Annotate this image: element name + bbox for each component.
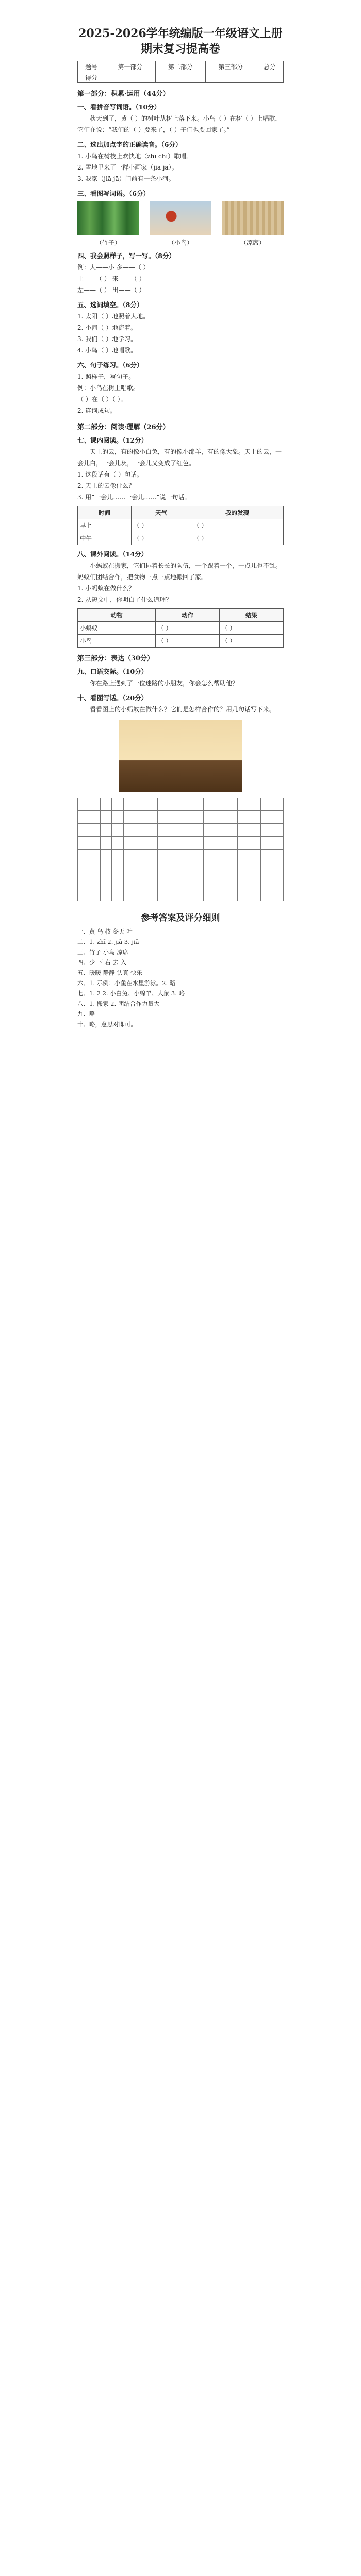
bird-image	[150, 201, 211, 235]
table-row	[78, 532, 284, 545]
writing-grid-cell[interactable]	[169, 798, 180, 811]
writing-grid-cell[interactable]	[101, 850, 112, 862]
writing-grid-cell[interactable]	[112, 824, 123, 837]
writing-grid-cell[interactable]	[238, 837, 249, 850]
writing-grid-cell[interactable]	[89, 888, 101, 901]
score-cell[interactable]	[256, 72, 283, 83]
writing-grid-row	[78, 875, 284, 888]
table-header: 动物	[78, 609, 156, 622]
writing-grid-cell[interactable]	[169, 837, 180, 850]
writing-grid-cell[interactable]	[135, 811, 146, 824]
writing-grid-cell[interactable]	[192, 875, 203, 888]
writing-grid-cell[interactable]	[112, 888, 123, 901]
q9-text: 你在路上遇到了一位迷路的小朋友，你会怎么帮助他？	[90, 680, 239, 687]
table-row	[78, 622, 284, 635]
writing-grid-cell[interactable]	[260, 824, 272, 837]
writing-grid-cell[interactable]	[249, 798, 260, 811]
writing-grid-cell[interactable]	[203, 837, 215, 850]
writing-grid-cell[interactable]	[226, 850, 238, 862]
writing-grid-cell[interactable]	[146, 875, 157, 888]
writing-grid-cell[interactable]	[215, 811, 226, 824]
writing-grid-cell[interactable]	[135, 888, 146, 901]
writing-grid-cell[interactable]	[135, 850, 146, 862]
writing-grid-cell[interactable]	[226, 798, 238, 811]
writing-grid-cell[interactable]	[192, 837, 203, 850]
writing-grid-cell[interactable]	[146, 850, 157, 862]
table-cell: （ ）	[191, 519, 284, 532]
writing-grid-cell[interactable]	[158, 888, 169, 901]
table-header: 结果	[220, 609, 284, 622]
table-header: 我的发现	[191, 506, 284, 519]
writing-grid-cell[interactable]	[260, 862, 272, 875]
mat-image	[222, 201, 284, 235]
writing-grid-cell[interactable]	[249, 888, 260, 901]
table-cell: 小蚂蚁	[78, 622, 156, 635]
score-header: 总分	[256, 61, 283, 72]
table-cell: （ ）	[156, 622, 220, 635]
writing-grid-cell[interactable]	[78, 862, 89, 875]
writing-grid-cell[interactable]	[180, 888, 192, 901]
writing-grid-cell[interactable]	[135, 837, 146, 850]
writing-grid-row	[78, 798, 284, 811]
writing-grid-cell[interactable]	[112, 811, 123, 824]
q7-question: 3. 用“一会儿……一会儿……”说一句话。	[77, 494, 191, 501]
ants-image	[119, 720, 242, 792]
writing-grid-cell[interactable]	[135, 875, 146, 888]
score-cell[interactable]	[105, 72, 155, 83]
score-header: 第一部分	[105, 61, 155, 72]
writing-grid-row	[78, 811, 284, 824]
writing-grid-row	[78, 850, 284, 862]
writing-grid-cell[interactable]	[123, 824, 135, 837]
writing-grid-cell[interactable]	[203, 798, 215, 811]
writing-grid-cell[interactable]	[158, 811, 169, 824]
writing-grid-cell[interactable]	[215, 888, 226, 901]
writing-grid-row	[78, 837, 284, 850]
answer-line: 五、暖暖 静静 认真 快乐	[77, 969, 142, 976]
answer-line: 八、1. 搬家 2. 团结合作力量大	[77, 1000, 160, 1007]
q8-title: 八、课外阅读。（14分）	[77, 550, 148, 558]
writing-grid-cell[interactable]	[238, 888, 249, 901]
score-table	[77, 61, 284, 83]
writing-grid-cell[interactable]	[101, 862, 112, 875]
writing-grid-cell[interactable]	[135, 824, 146, 837]
writing-grid-cell[interactable]	[260, 811, 272, 824]
answer-line: 九、略	[77, 1010, 95, 1018]
answer-line: 二、1. zhī 2. jiā 3. jiā	[77, 938, 139, 945]
q6-line: 例：小鸟在树上唱歌。	[77, 384, 140, 392]
q5-line: 3. 我们（ ）地学习。	[77, 335, 137, 343]
q8-question: 2. 从短文中，你明白了什么道理？	[77, 596, 172, 603]
q3-label: （竹子）	[95, 239, 121, 246]
answer-line: 四、少 下 右 去 入	[77, 959, 127, 966]
writing-grid-cell[interactable]	[146, 862, 157, 875]
table-row	[78, 635, 284, 648]
writing-grid-cell[interactable]	[226, 811, 238, 824]
table-header: 天气	[132, 506, 191, 519]
writing-grid-cell[interactable]	[180, 850, 192, 862]
q5-line: 2. 小河（ ）地流着。	[77, 324, 137, 331]
writing-grid-cell[interactable]	[78, 875, 89, 888]
writing-grid[interactable]	[77, 798, 284, 901]
q10-title: 十、看图写话。（20分）	[77, 694, 148, 702]
q10-text: 看看图上的小蚂蚁在做什么？它们是怎样合作的？用几句话写下来。	[90, 706, 276, 713]
q5-title: 五、选词填空。（8分）	[77, 301, 143, 309]
writing-grid-cell[interactable]	[180, 862, 192, 875]
writing-grid-cell[interactable]	[249, 850, 260, 862]
writing-grid-cell[interactable]	[123, 862, 135, 875]
q4-line: 左——（ ） 出——（ ）	[77, 286, 145, 294]
writing-grid-cell[interactable]	[158, 862, 169, 875]
writing-grid-cell[interactable]	[89, 875, 101, 888]
writing-grid-cell[interactable]	[238, 850, 249, 862]
score-cell[interactable]	[155, 72, 205, 83]
score-header: 第三部分	[206, 61, 256, 72]
q8-passage: 小蚂蚁在搬家，它们排着长长的队伍，一个跟着一个，一点儿也不乱。蚂蚁们团结合作，把食物一点一点地搬回了家。	[77, 562, 282, 581]
q3-label: （小鸟）	[168, 239, 193, 246]
writing-grid-cell[interactable]	[226, 888, 238, 901]
writing-grid-cell[interactable]	[272, 811, 283, 824]
table-row	[78, 519, 284, 532]
writing-grid-cell[interactable]	[78, 798, 89, 811]
weather-table	[77, 506, 284, 545]
q4-title: 四、我会照样子，写一写。（8分）	[77, 252, 175, 260]
q6-line: 2. 连词成句。	[77, 407, 117, 414]
writing-grid-cell[interactable]	[89, 798, 101, 811]
writing-grid-cell[interactable]	[226, 837, 238, 850]
answer-line: 十、略，意思对即可。	[77, 1021, 137, 1028]
writing-grid-cell[interactable]	[260, 798, 272, 811]
table-cell: 小鸟	[78, 635, 156, 648]
table-cell: （ ）	[132, 519, 191, 532]
writing-grid-cell[interactable]	[169, 824, 180, 837]
bamboo-image	[77, 201, 139, 235]
q4-line: 上——（ ） 来——（ ）	[77, 275, 145, 282]
writing-grid-cell[interactable]	[89, 837, 101, 850]
writing-grid-cell[interactable]	[260, 888, 272, 901]
q2-item: 2. 雪地里来了一群小画家（jiā jā）。	[77, 164, 178, 171]
q1-text: 秋天到了，黄（ ）的树叶从树上落下来。小鸟（ ）在树（ ）上唱歌，它们在说：“我们的（ ）要来了，（ ）子们也要回家了。”	[77, 115, 282, 133]
writing-grid-cell[interactable]	[169, 875, 180, 888]
writing-grid-cell[interactable]	[192, 824, 203, 837]
writing-grid-cell[interactable]	[123, 811, 135, 824]
writing-grid-cell[interactable]	[203, 850, 215, 862]
writing-grid-cell[interactable]	[146, 824, 157, 837]
table-cell: （ ）	[191, 532, 284, 545]
writing-grid-row	[78, 862, 284, 875]
writing-grid-cell[interactable]	[158, 798, 169, 811]
writing-grid-cell[interactable]	[169, 888, 180, 901]
writing-grid-cell[interactable]	[215, 837, 226, 850]
q3-title: 三、看图写词语。（6分）	[77, 190, 150, 197]
writing-grid-cell[interactable]	[101, 888, 112, 901]
table-cell: （ ）	[220, 622, 284, 635]
writing-grid-cell[interactable]	[169, 850, 180, 862]
writing-grid-cell[interactable]	[146, 837, 157, 850]
q5-line: 1. 太阳（ ）地照着大地。	[77, 313, 150, 320]
q7-passage: 天上的云，有的像小白兔，有的像小绵羊，有的像大象。天上的云，一会儿白，一会儿灰，一会儿又变成了红色。	[77, 448, 282, 467]
writing-grid-cell[interactable]	[78, 824, 89, 837]
writing-grid-cell[interactable]	[89, 811, 101, 824]
writing-grid-cell[interactable]	[260, 875, 272, 888]
writing-grid-cell[interactable]	[89, 862, 101, 875]
table-cell: （ ）	[220, 635, 284, 648]
writing-grid-cell[interactable]	[101, 798, 112, 811]
document-title: 2025-2026学年统编版一年级语文上册 期末复习提高卷	[78, 27, 283, 56]
writing-grid-cell[interactable]	[123, 875, 135, 888]
part3-title: 第三部分：表达（30分）	[77, 655, 154, 663]
q4-line: 例：大——小 多——（ ）	[77, 264, 150, 271]
q7-question: 1. 这段话有（ ）句话。	[77, 471, 143, 478]
writing-grid-cell[interactable]	[180, 837, 192, 850]
q8-question: 1. 小蚂蚁在做什么？	[77, 585, 135, 592]
writing-grid-cell[interactable]	[260, 837, 272, 850]
writing-grid-cell[interactable]	[249, 811, 260, 824]
answers-title: 参考答案及评分细则	[141, 913, 220, 923]
answer-line: 一、黄 鸟 枝 冬天 叶	[77, 928, 133, 935]
q1-title: 一、看拼音写词语。（10分）	[77, 103, 161, 111]
q5-line: 4. 小鸟（ ）地唱歌。	[77, 347, 137, 354]
q7-question: 2. 天上的云像什么？	[77, 482, 135, 489]
table-cell: （ ）	[132, 532, 191, 545]
writing-grid-cell[interactable]	[89, 850, 101, 862]
writing-grid-cell[interactable]	[226, 862, 238, 875]
writing-grid-cell[interactable]	[215, 875, 226, 888]
writing-grid-cell[interactable]	[123, 850, 135, 862]
writing-grid-cell[interactable]	[158, 824, 169, 837]
q6-line: （ ）在（ ）（ ）。	[77, 396, 127, 403]
animal-table	[77, 608, 284, 648]
writing-grid-cell[interactable]	[215, 850, 226, 862]
writing-grid-cell[interactable]	[101, 811, 112, 824]
writing-grid-cell[interactable]	[272, 837, 283, 850]
writing-grid-cell[interactable]	[112, 850, 123, 862]
writing-grid-cell[interactable]	[226, 824, 238, 837]
writing-grid-cell[interactable]	[180, 875, 192, 888]
writing-grid-cell[interactable]	[101, 875, 112, 888]
writing-grid-cell[interactable]	[180, 811, 192, 824]
writing-grid-cell[interactable]	[272, 798, 283, 811]
writing-grid-cell[interactable]	[192, 850, 203, 862]
writing-grid-cell[interactable]	[123, 798, 135, 811]
writing-grid-cell[interactable]	[203, 824, 215, 837]
writing-grid-cell[interactable]	[226, 875, 238, 888]
q6-title: 六、句子练习。（6分）	[77, 361, 143, 369]
writing-grid-cell[interactable]	[180, 798, 192, 811]
writing-grid-cell[interactable]	[238, 811, 249, 824]
writing-grid-cell[interactable]	[215, 824, 226, 837]
score-header: 题号	[78, 61, 105, 72]
table-header: 时间	[78, 506, 132, 519]
writing-grid-cell[interactable]	[112, 862, 123, 875]
score-header: 第二部分	[155, 61, 205, 72]
table-header: 动作	[156, 609, 220, 622]
writing-grid-cell[interactable]	[238, 862, 249, 875]
writing-grid-cell[interactable]	[215, 862, 226, 875]
writing-grid-cell[interactable]	[89, 824, 101, 837]
writing-grid-cell[interactable]	[203, 888, 215, 901]
writing-grid-cell[interactable]	[192, 862, 203, 875]
score-row-label: 得分	[78, 72, 105, 83]
writing-grid-cell[interactable]	[78, 837, 89, 850]
answer-line: 三、竹子 小鸟 凉席	[77, 948, 129, 956]
writing-grid-cell[interactable]	[203, 811, 215, 824]
writing-grid-row	[78, 824, 284, 837]
writing-grid-cell[interactable]	[249, 824, 260, 837]
table-cell: （ ）	[156, 635, 220, 648]
writing-grid-cell[interactable]	[192, 798, 203, 811]
writing-grid-cell[interactable]	[158, 837, 169, 850]
q3-labels	[77, 238, 284, 247]
writing-grid-cell[interactable]	[272, 888, 283, 901]
writing-grid-cell[interactable]	[272, 875, 283, 888]
writing-grid-cell[interactable]	[112, 875, 123, 888]
answer-line: 六、1. 示例：小鱼在水里游泳。2. 略	[77, 979, 176, 987]
writing-grid-cell[interactable]	[146, 811, 157, 824]
writing-grid-cell[interactable]	[249, 875, 260, 888]
writing-grid-cell[interactable]	[112, 798, 123, 811]
writing-grid-cell[interactable]	[238, 798, 249, 811]
q7-title: 七、课内阅读。（12分）	[77, 436, 148, 444]
writing-grid-cell[interactable]	[272, 862, 283, 875]
part1-title: 第一部分：积累·运用（44分）	[77, 90, 170, 98]
q2-title: 二、选出加点字的正确读音。（6分）	[77, 141, 182, 148]
table-cell: 早上	[78, 519, 132, 532]
writing-grid-cell[interactable]	[78, 811, 89, 824]
writing-grid-cell[interactable]	[249, 837, 260, 850]
writing-grid-cell[interactable]	[78, 850, 89, 862]
writing-grid-cell[interactable]	[249, 862, 260, 875]
table-cell: 中午	[78, 532, 132, 545]
writing-grid-cell[interactable]	[123, 837, 135, 850]
answer-line: 七、1. 2 2. 小白兔、小绵羊、大象 3. 略	[77, 990, 185, 997]
writing-grid-cell[interactable]	[146, 798, 157, 811]
q2-item: 1. 小鸟在树枝上欢快地（zhī chī）歌唱。	[77, 152, 193, 160]
writing-grid-cell[interactable]	[158, 850, 169, 862]
q6-line: 1. 照样子，写句子。	[77, 373, 135, 380]
writing-grid-row	[78, 888, 284, 901]
writing-grid-cell[interactable]	[203, 875, 215, 888]
part2-title: 第二部分：阅读·理解（26分）	[77, 423, 170, 431]
writing-grid-cell[interactable]	[260, 850, 272, 862]
writing-grid-cell[interactable]	[192, 811, 203, 824]
writing-grid-cell[interactable]	[78, 888, 89, 901]
writing-grid-cell[interactable]	[101, 837, 112, 850]
writing-grid-cell[interactable]	[238, 875, 249, 888]
writing-grid-cell[interactable]	[101, 824, 112, 837]
writing-grid-cell[interactable]	[123, 888, 135, 901]
writing-grid-cell[interactable]	[238, 824, 249, 837]
writing-grid-cell[interactable]	[215, 798, 226, 811]
q3-pictures	[77, 201, 284, 235]
writing-grid-cell[interactable]	[169, 811, 180, 824]
writing-grid-cell[interactable]	[146, 888, 157, 901]
writing-grid-cell[interactable]	[112, 837, 123, 850]
writing-grid-cell[interactable]	[272, 824, 283, 837]
writing-grid-cell[interactable]	[158, 875, 169, 888]
writing-grid-cell[interactable]	[135, 862, 146, 875]
writing-grid-cell[interactable]	[135, 798, 146, 811]
writing-grid-cell[interactable]	[169, 862, 180, 875]
writing-grid-cell[interactable]	[180, 824, 192, 837]
q9-title: 九、口语交际。（10分）	[77, 668, 148, 675]
score-cell[interactable]	[206, 72, 256, 83]
q2-item: 3. 我家（jiā jā）门前有一条小河。	[77, 175, 175, 182]
writing-grid-cell[interactable]	[203, 862, 215, 875]
writing-grid-cell[interactable]	[192, 888, 203, 901]
q3-label: （凉席）	[240, 239, 265, 246]
writing-grid-cell[interactable]	[272, 850, 283, 862]
